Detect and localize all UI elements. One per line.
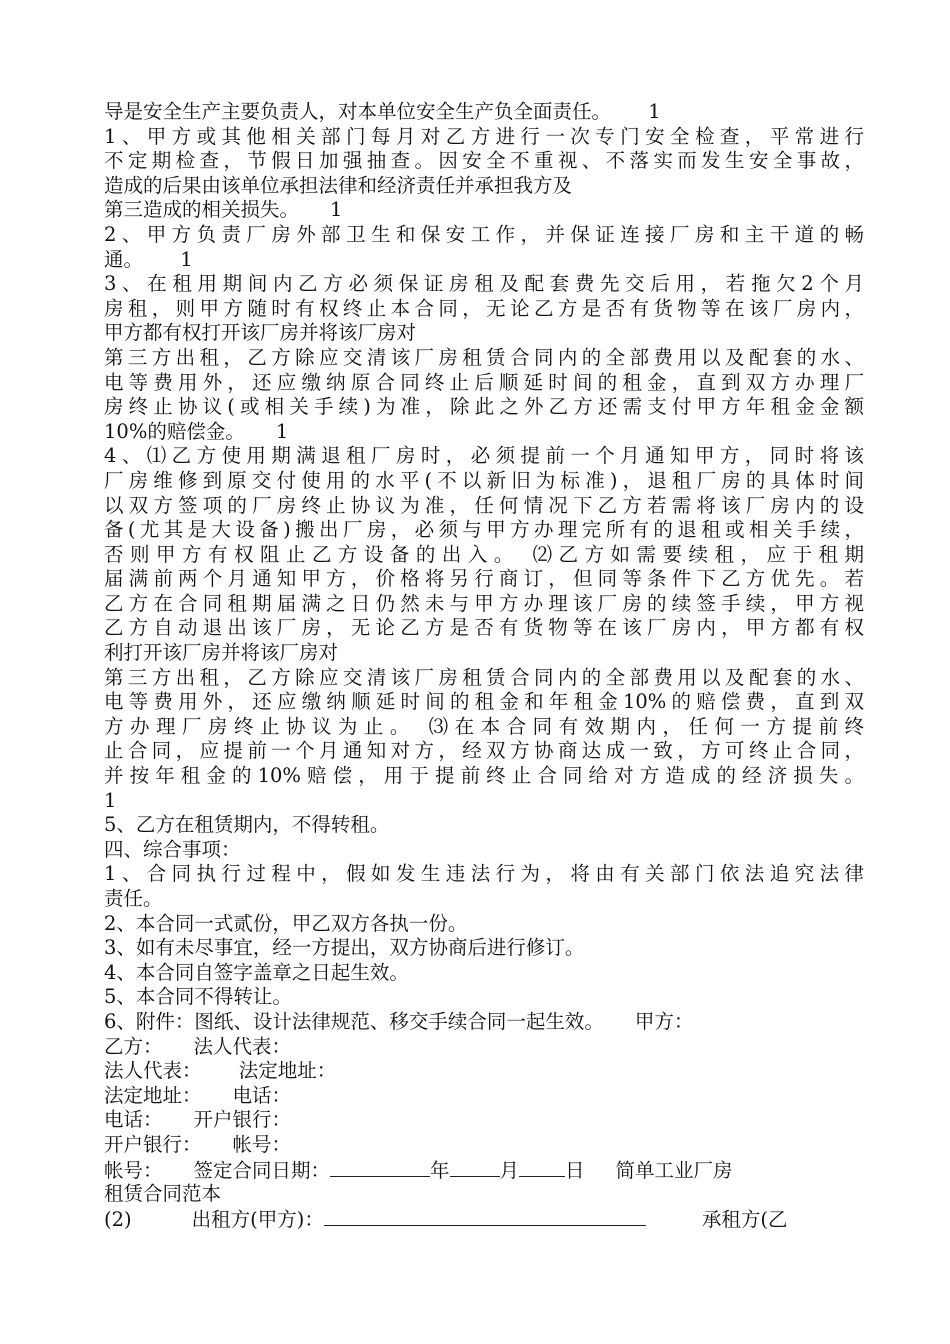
text-line: 厂房维修到原交付使用的水平(不以新旧为标准)，退租厂房的具体时间: [104, 468, 864, 492]
text-line: 1、合同执行过程中，假如发生违法行为，将由有关部门依法追究法律: [104, 862, 864, 886]
text-line: 以双方签项的厂房终止协议为准，任何情况下乙方若需将该厂房内的设: [104, 493, 864, 517]
section-number: (2): [104, 1207, 132, 1231]
text-line: 止合同，应提前一个月通知对方，经双方协商达成一致，方可终止合同，: [104, 739, 864, 763]
text-line: 2、甲方负责厂房外部卫生和保安工作，并保证连接厂房和主干道的畅: [104, 222, 864, 246]
text-line: 否则甲方有权阻止乙方设备的出入。 ⑵乙方如需要续租，应于租期: [104, 542, 864, 566]
month-blank: [450, 1158, 500, 1177]
text-line: 1: [104, 788, 117, 812]
text-line: 5、乙方在租赁期内，不得转租。: [104, 813, 390, 837]
day-label: 日: [565, 1158, 585, 1182]
text-line: 导是安全生产主要负责人，对本单位安全生产负全面责任。 1: [104, 100, 661, 123]
lessor-line: [104, 1207, 864, 1232]
year-blank: [330, 1158, 430, 1177]
text-line: 第三方出租，乙方除应交清该厂房租赁合同内的全部费用以及配套的水、: [104, 665, 864, 689]
text-line: 备(尤其是大设备)搬出厂房，必须与甲方办理完所有的退租或相关手续，: [104, 518, 864, 542]
text-line: 第三方出租，乙方除应交清该厂房租赁合同内的全部费用以及配套的水、: [104, 345, 864, 369]
text-line: 责任。: [104, 887, 163, 910]
year-label: 年: [430, 1158, 450, 1182]
text-line: 利打开该厂房并将该厂房对: [104, 641, 339, 665]
text-line: 乙方在合同租期届满之日仍然未与甲方办理该厂房的续签手续，甲方视: [104, 591, 864, 615]
text-line: 4、本合同自签字盖章之日起生效。: [104, 960, 409, 984]
text-line: 房租，则甲方随时有权终止本合同，无论乙方是否有货物等在该厂房内，: [104, 296, 864, 320]
text-line: 乙方： 法人代表：: [104, 1034, 291, 1058]
text-line: 乙方自动退出该厂房，无论乙方是否有货物等在该厂房内，甲方都有权: [104, 616, 864, 640]
text-line: 甲方都有权打开该厂房并将该厂房对: [104, 321, 417, 345]
document-page: [104, 100, 864, 1231]
day-blank: [519, 1158, 565, 1177]
text-line: 造成的后果由该单位承担法律和经济责任并承担我方及: [104, 173, 573, 197]
text-line: 1、甲方或其他相关部门每月对乙方进行一次专门安全检查，平常进行: [104, 124, 864, 148]
text-line: 电等费用外，还应缴纳原合同终止后顺延时间的租金，直到双方办理厂: [104, 370, 864, 394]
text-line: 法定地址： 电话：: [104, 1083, 291, 1107]
text-line: 3、如有未尽事宜，经一方提出，双方协商后进行修订。: [104, 936, 585, 960]
text-line: 2、本合同一式贰份，甲乙双方各执一份。: [104, 911, 468, 935]
text-line: 5、本合同不得转让。: [104, 985, 292, 1009]
text-line: 4、⑴乙方使用期满退租厂房时，必须提前一个月通知甲方，同时将该: [104, 444, 864, 468]
text-line: 10%的赔偿金。 1: [104, 419, 289, 443]
text-line: 开户银行： 帐号：: [104, 1132, 291, 1156]
next-title-start: 简单工业厂房: [584, 1158, 733, 1182]
text-line: 不定期检查，节假日加强抽查。因安全不重视、不落实而发生安全事故，: [104, 149, 864, 173]
document-body: [104, 100, 864, 1158]
lessee-label: 承租方(乙: [701, 1207, 788, 1231]
text-line: 届满前两个月通知甲方，价格将另行商订，但同等条件下乙方优先。若: [104, 567, 864, 591]
next-title-continuation: 租赁合同范本: [104, 1182, 222, 1206]
text-line: 第三造成的相关损失。 1: [104, 198, 343, 222]
text-line: 四、综合事项：: [104, 837, 241, 861]
text-line: 房终止协议(或相关手续)为准，除此之外乙方还需支付甲方年租金金额: [104, 395, 864, 419]
text-line: 电话： 开户银行：: [104, 1108, 291, 1132]
lessor-blank: [324, 1207, 646, 1226]
text-line: 电等费用外，还应缴纳顺延时间的租金和年租金10%的赔偿费，直到双: [104, 690, 864, 714]
text-line: 并按年租金的10%赔偿，用于提前终止合同给对方造成的经济损失。: [104, 764, 864, 788]
text-line: 通。 1: [104, 247, 193, 271]
month-label: 月: [499, 1158, 520, 1182]
lessor-label: 出租方(甲方)：: [191, 1207, 324, 1231]
text-line: 3、在租用期间内乙方必须保证房租及配套费先交后用，若拖欠2个月: [104, 272, 864, 296]
text-line: 6、附件：图纸、设计法律规范、移交手续合同一起生效。 甲方：: [104, 1009, 694, 1033]
text-line: 法人代表： 法定地址：: [104, 1059, 337, 1083]
text-line: 方办理厂房终止协议为止。 ⑶在本合同有效期内，任何一方提前终: [104, 714, 864, 738]
signing-date-line: [104, 1158, 864, 1183]
account-and-date-label: 帐号： 签定合同日期：: [104, 1158, 330, 1182]
